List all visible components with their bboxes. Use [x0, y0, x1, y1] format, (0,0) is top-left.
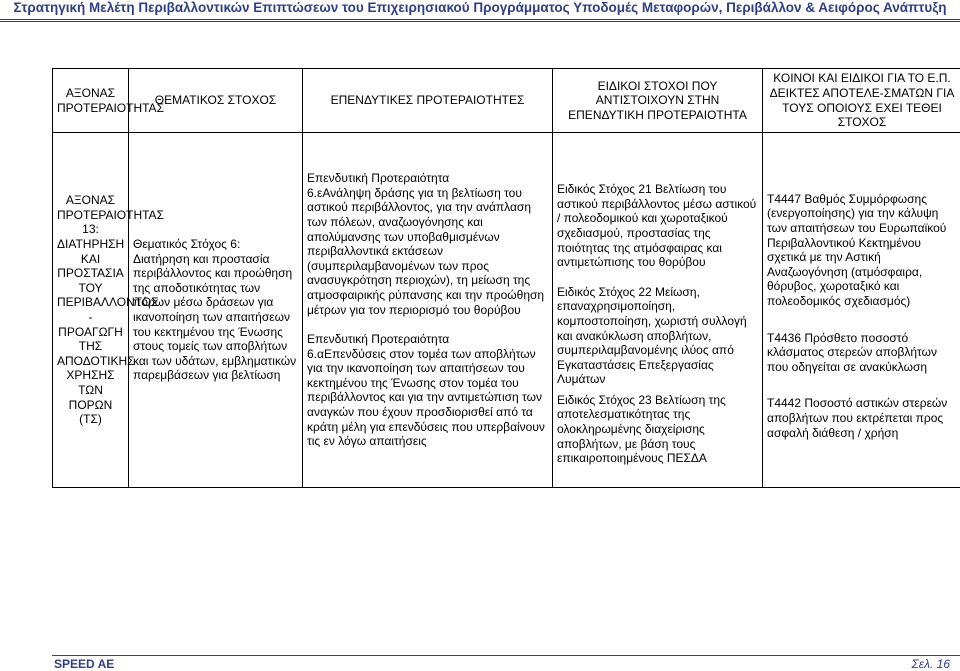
footer-page-number: Σελ. 16	[911, 657, 950, 671]
specific-goal: Ειδικός Στόχος 21 Βελτίωση του αστικού περιβάλλοντος μέσω αστικού / πολεοδομικού και χωροταξικού σχεδιασμού, προστασίας της ποιότητας της ατμόσφαιρας και αντιμετώπισης του θορύβου	[557, 182, 757, 270]
footer-company: SPEED AE	[54, 657, 115, 671]
document-header-title: Στρατηγική Μελέτη Περιβαλλοντικών Επιπτώσεων του Επιχειρησιακού Προγράμματος Υποδομές Μεταφορών, Περιβάλλον & Αειφόρος Ανάπτυξη	[13, 0, 947, 15]
cell-specific-goals	[553, 133, 763, 488]
investment-priority-code: 6.ε	[307, 185, 323, 200]
header-specific-goals: ΕΙΔΙΚΟΙ ΣΤΟΧΟΙ ΠΟΥ ΑΝΤΙΣΤΟΙΧΟΥΝ ΣΤΗΝ ΕΠΕΝΔΥΤΙΚΗ ΠΡΟΤΕΡΑΙΟΤΗΤΑ	[553, 69, 763, 133]
cell-result-indicators	[763, 133, 960, 488]
header-result-indicators: ΚΟΙΝΟΙ ΚΑΙ ΕΙΔΙΚΟΙ ΓΙΑ ΤΟ Ε.Π. ΔΕΙΚΤΕΣ ΑΠΟΤΕΛΕ-ΣΜΑΤΩΝ ΓΙΑ ΤΟΥΣ ΟΠΟΙΟΥΣ ΕΧΕΙ ΤΕΘΕΙ ΣΤΟΧΟΣ	[763, 69, 960, 133]
investment-priority-text: Επενδύσεις στον τομέα των αποβλήτων για την ικανοποίηση των απαιτήσεων του κεκτημένου της Ένωσης στον τομέα του περιβάλλοντος και για την αντιμετώπιση των αναγκών που έχουν προσδιορισθεί από τα κράτη μέλη για επενδύσεις που υπερβαίνουν τις εν λόγω απαιτήσεις	[307, 346, 545, 449]
investment-priority-heading: Επενδυτική Προτεραιότητα	[307, 171, 450, 186]
objectives-table	[52, 68, 960, 488]
footer-divider	[52, 655, 960, 656]
investment-priority-code: 6.α	[307, 346, 324, 361]
result-indicator: Τ4436 Πρόσθετο ποσοστό κλάσματος στερεών αποβλήτων που οδηγείται σε ανακύκλωση	[767, 330, 937, 374]
specific-goal: Ειδικός Στόχος 22 Μείωση, επαναχρησιμοποίηση, κομποστοποίηση, χωριστή συλλογή και ανακύκλωση αποβλήτων, συμπεριλαμβανομένης ιλύος από Εγκαταστάσεις Επεξεργασίας Λυμάτων	[557, 284, 747, 387]
specific-goal: Ειδικός Στόχος 23 Βελτίωση της αποτελεσματικότητας της ολοκληρωμένης διαχείρισης αποβλήτων, με βάση τους επικαιροποιημένους ΠΕΣΔΑ	[557, 392, 726, 466]
header-axis: ΑΞΟΝΑΣ ΠΡΟΤΕΡΑΙΟΤΗΤΑΣ	[53, 69, 129, 133]
table-row	[53, 133, 960, 488]
investment-priority-text: Ανάληψη δράσης για τη βελτίωση του αστικού περιβάλλοντος, για την ανάπλαση των πόλεων, αναζωογόνησης και απολύμανσης των υποβαθμισμένων περιβαλλοντικά εκτάσεων (συμπεριλαμβανομένων των προς ανασυγκρότηση περιοχών), τη μείωση της ατμοσφαιρικής ρύπανσης και την προώθηση μέτρων για τον περιορισμό του θορύβου	[307, 185, 545, 317]
investment-priority-heading: Επενδυτική Προτεραιότητα	[307, 332, 450, 347]
header-thematic-goal: ΘΕΜΑΤΙΚΟΣ ΣΤΟΧΟΣ	[129, 69, 303, 133]
result-indicator: Τ4442 Ποσοστό αστικών στερεών αποβλήτων που εκτρέπεται προς ασφαλή διάθεση / χρήση	[767, 396, 948, 440]
cell-axis: ΑΞΟΝΑΣ ΠΡΟΤΕΡΑΙΟΤΗΤΑΣ 13: ΔΙΑΤΗΡΗΣΗ ΚΑΙ ΠΡΟΣΤΑΣΙΑ ΤΟΥ ΠΕΡΙΒΑΛΛΟΝΤΟΣ - ΠΡΟΑΓΩΓΗ ΤΗΣ ΑΠΟΔΟΤΙΚΗΣ ΧΡΗΣΗΣ ΤΩΝ ΠΟΡΩΝ (ΤΣ)	[53, 133, 129, 488]
table-header-row	[53, 69, 960, 133]
header-investment-priorities: ΕΠΕΝΔΥΤΙΚΕΣ ΠΡΟΤΕΡΑΙΟΤΗΤΕΣ	[303, 69, 553, 133]
cell-thematic-goal: Θεματικός Στόχος 6: Διατήρηση και προστασία περιβάλλοντος και προώθηση της αποδοτικότητας των πόρων μέσω δράσεων για ικανοποίηση των απαιτήσεων του κεκτημένου της Ένωσης στους τομείς των αποβλήτων και των υδάτων, εμβληματικών παρεμβάσεων για βελτίωση	[129, 133, 303, 488]
result-indicator: Τ4447 Βαθμός Συμμόρφωσης (ενεργοποίησης) για την κάλυψη των απαιτήσεων του Ευρωπαϊκού Περιβαλλοντικού Κεκτημένου σχετικά με την Αστική Αναζωογόνηση (ατμόσφαιρα, θόρυβος, χωροταξικό και πολεοδομικός σχεδιασμός)	[767, 191, 947, 308]
header-divider	[0, 19, 960, 22]
cell-investment-priorities	[303, 133, 553, 488]
